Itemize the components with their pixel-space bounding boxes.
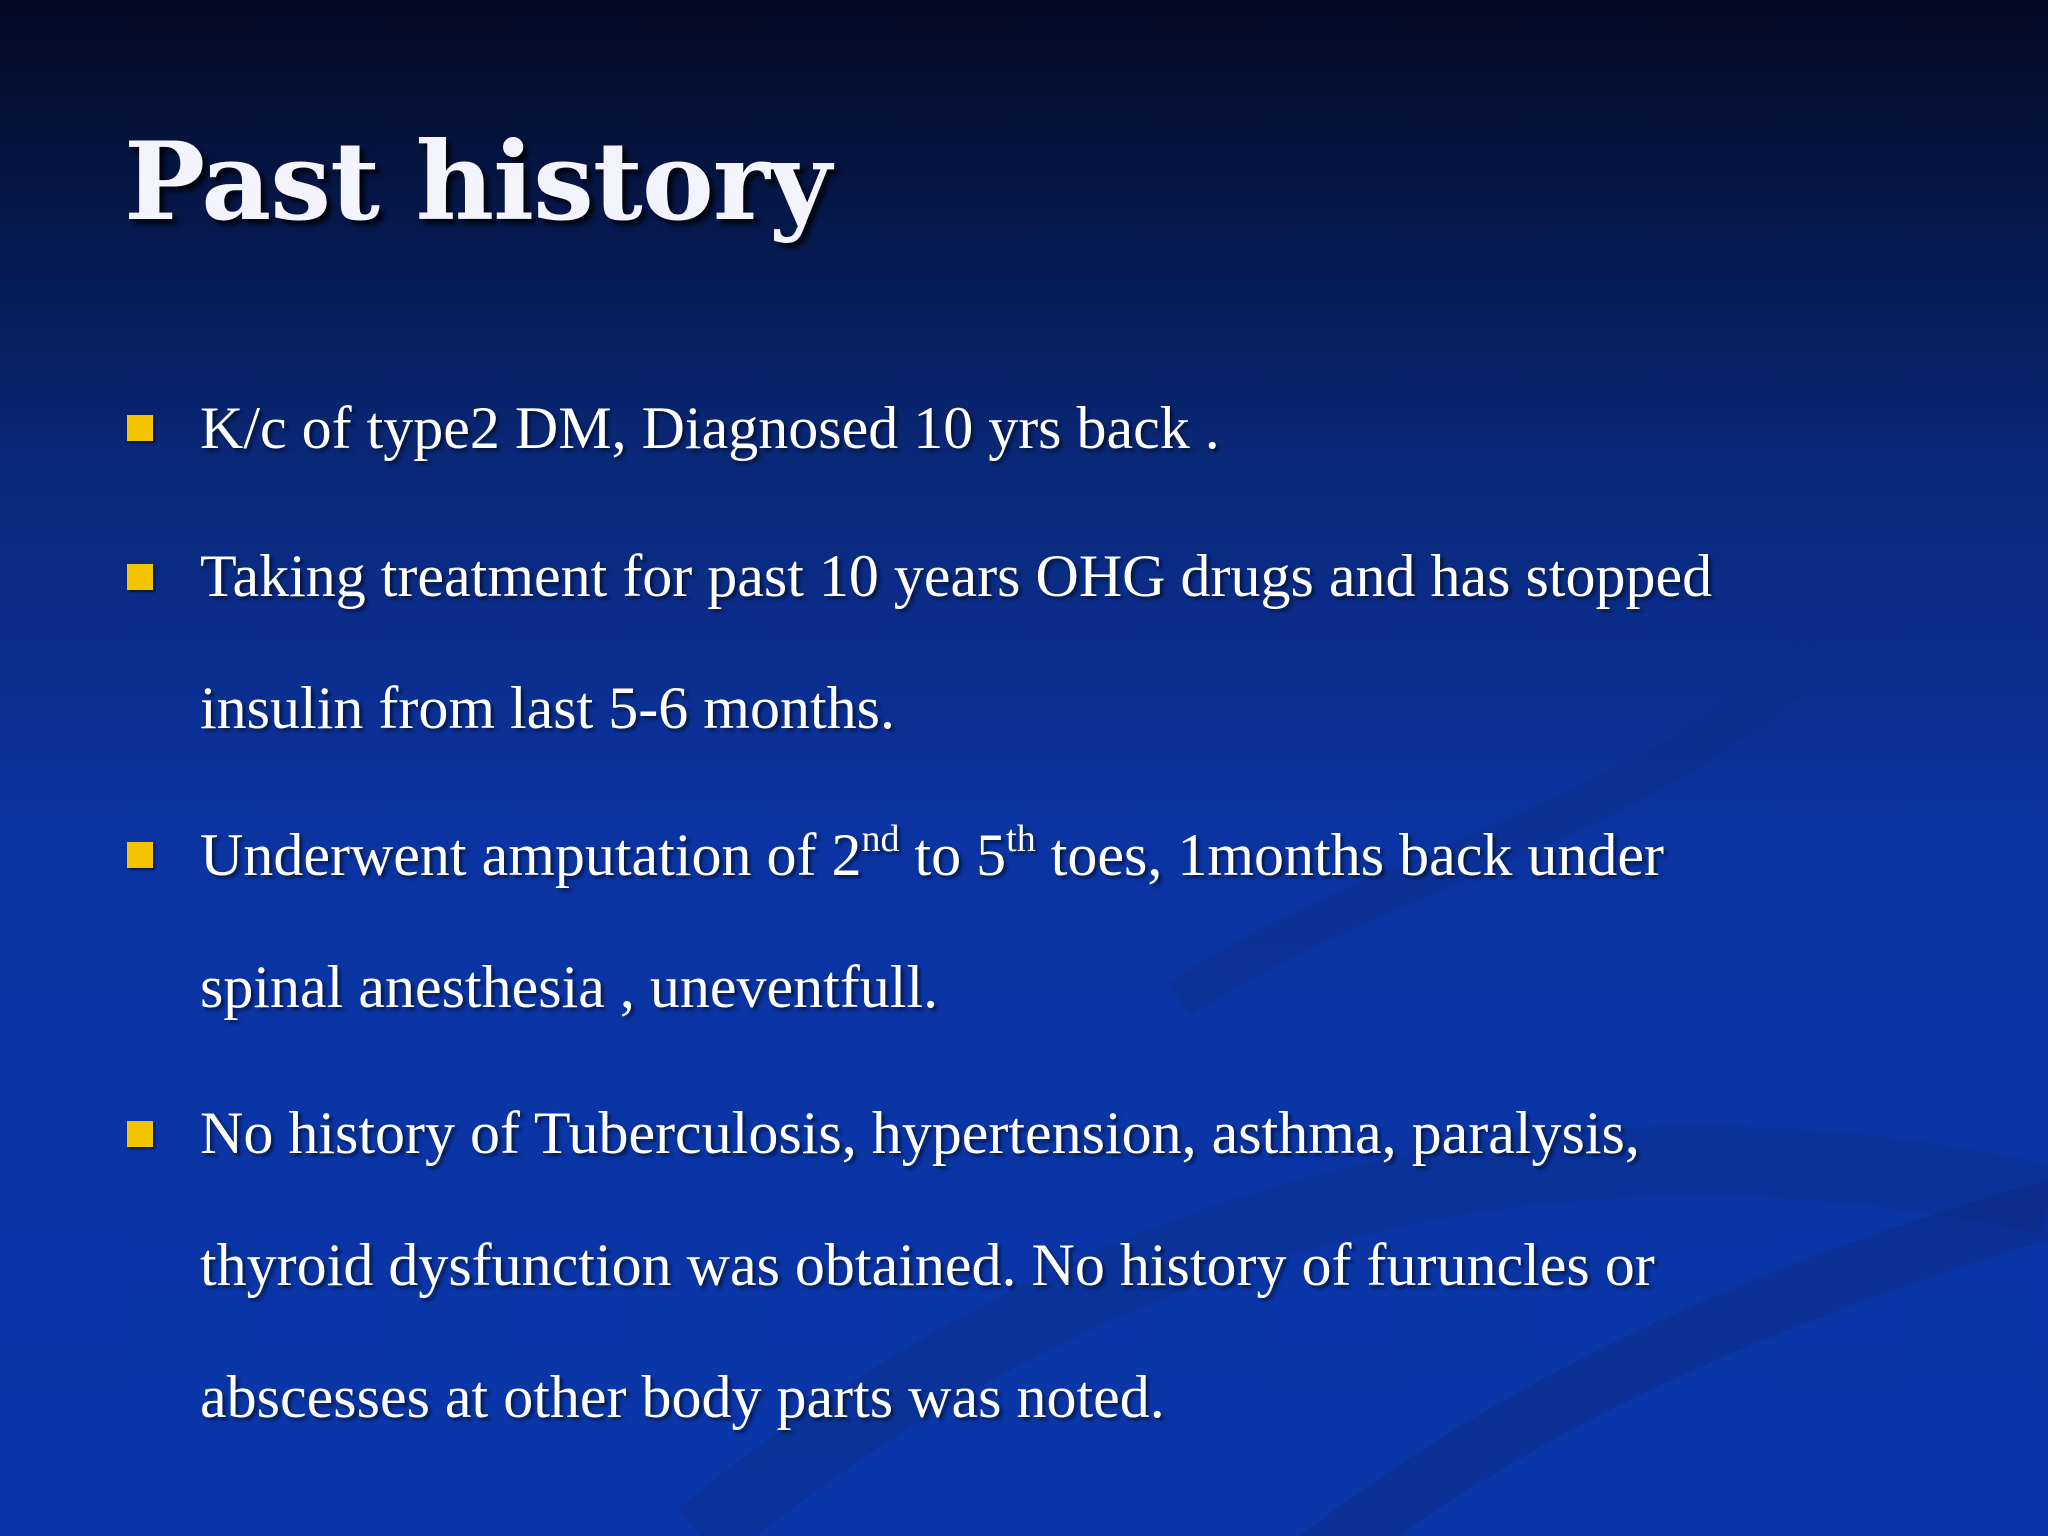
slide-title: Past history [124, 119, 831, 245]
superscript: th [1006, 818, 1036, 860]
bullet-text [200, 1067, 1990, 1463]
bullet-line: spinal anesthesia , uneventfull. [200, 954, 939, 1020]
bullet-line: abscesses at other body parts was noted. [200, 1364, 1165, 1430]
square-bullet-icon [127, 1121, 153, 1147]
text-run: to 5 [899, 822, 1007, 888]
bullet-line: Taking treatment for past 10 years OHG drugs and has stopped [200, 543, 1713, 609]
square-bullet-icon [127, 564, 153, 590]
bullet-line: thyroid dysfunction was obtained. No history of furuncles or [200, 1232, 1655, 1298]
bullet-text [200, 362, 1990, 494]
bullet-line: insulin from last 5-6 months. [200, 675, 895, 741]
bullet-text [200, 510, 1990, 774]
square-bullet-icon [127, 415, 153, 441]
text-run: Underwent amputation of 2 [200, 822, 862, 888]
bullet-line: K/c of type2 DM, Diagnosed 10 yrs back . [200, 395, 1220, 461]
square-bullet-icon [127, 842, 153, 868]
superscript: nd [861, 818, 900, 860]
bullet-line: No history of Tuberculosis, hypertension, asthma, paralysis, [200, 1100, 1640, 1166]
bullet-text [200, 789, 1990, 1053]
bullet-line [200, 789, 1990, 921]
text-run: toes, 1months back under [1035, 822, 1664, 888]
